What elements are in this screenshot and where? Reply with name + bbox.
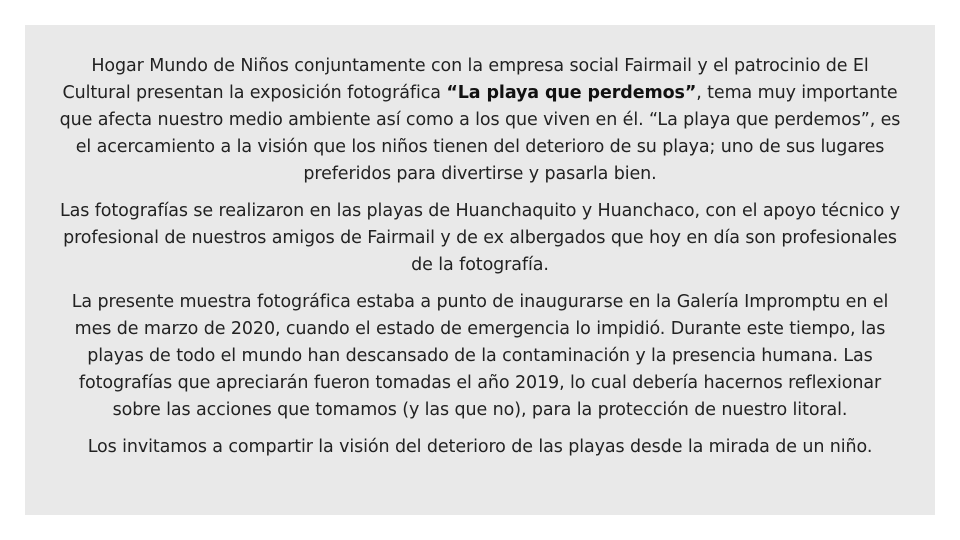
paragraph-photos-location: Las fotografías se realizaron en las playas de Huanchaquito y Huanchaco, con el apoyo técnico y profesional de nuestros amigos de Fairmail y de ex albergados que hoy en día son profesionales de la fotografía.: [59, 201, 901, 275]
text-panel: [25, 25, 935, 515]
exhibition-title: “La playa que perdemos”: [446, 83, 697, 103]
paragraph-exhibition-history: La presente muestra fotográfica estaba a punto de inaugurarse en la Galería Impromptu en el mes de marzo de 2020, cuando el estado de emergencia lo impidió. Durante este tiempo, las playas de todo el mundo han descansado de la contaminación y la presencia humana. Las fotografías que apreciarán fueron tomadas el año 2019, lo cual debería hacernos reflexionar sobre las acciones que tomamos (y las que no), para la protección de nuestro litoral.: [71, 292, 889, 420]
intro-text-end: , tema muy importante que afecta nuestro medio ambiente así como a los que viven en él. “La playa que perdemos”, es el acercamiento a la visión que los niños tienen del deterioro de su playa; uno de sus lugares preferidos para divertirse y pasarla bien.: [59, 83, 901, 184]
paragraph-invitation: Los invitamos a compartir la visión del deterioro de las playas desde la mirada de un niño.: [87, 437, 873, 457]
intro-text-start: Hogar Mundo de Niños conjuntamente con la empresa social Fairmail y el patrocinio de El Cultural presentan la exposición fotográfica: [62, 56, 869, 103]
paragraph-intro: [55, 53, 905, 188]
